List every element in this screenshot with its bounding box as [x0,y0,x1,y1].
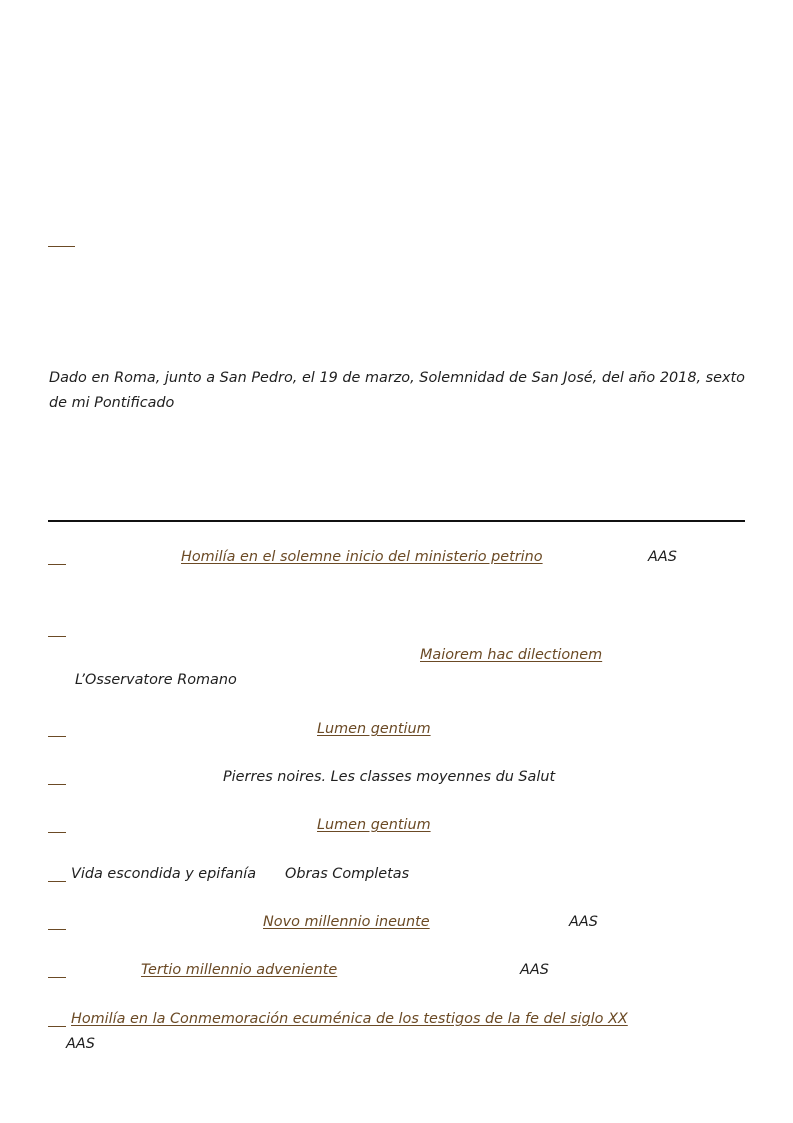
footnote-8-source: AAS [520,962,549,978]
footnote-9-title-link[interactable]: Homilía en la Conmemoración ecuménica de los testigos de la fe del siglo XX [71,1011,628,1027]
footnote-8-title-link[interactable]: Tertio millennio adveniente [141,962,338,978]
footnote-6-title: Vida escondida y epifanía [71,866,257,882]
closing-date-text: Dado en Roma, junto a San Pedro, el 19 de marzo, Solemnidad de San José, del año 2018, sexto de mi Pontificado [49,370,745,412]
footnote-5-title-link[interactable]: Lumen gentium [317,817,431,833]
footnote-2-source: L’Osservatore Romano [75,672,237,688]
footnote-back-link-5[interactable] [48,832,66,833]
footnote-back-link-6[interactable] [48,881,66,882]
footnote-back-link-8[interactable] [48,977,66,978]
footnote-back-link-1[interactable] [48,564,66,565]
footnote-3-title-link[interactable]: Lumen gentium [317,721,431,737]
footnote-back-link-2[interactable] [48,636,66,637]
footnote-6-source: Obras Completas [285,866,410,882]
footnote-7-title-link[interactable]: Novo millennio ineunte [263,914,430,930]
footnote-reference-link[interactable] [48,246,75,247]
footnote-9-source: AAS [66,1036,95,1052]
footnote-1-source: AAS [648,549,677,565]
footnote-back-link-3[interactable] [48,736,66,737]
footnote-2-title-link[interactable]: Maiorem hac dilectionem [420,647,603,663]
footnote-back-link-4[interactable] [48,784,66,785]
footnote-back-link-7[interactable] [48,929,66,930]
footnote-7-source: AAS [569,914,598,930]
footnote-4-title: Pierres noires. Les classes moyennes du Salut [223,769,556,785]
footnote-1-title-link[interactable]: Homilía en el solemne inicio del ministerio petrino [181,549,543,565]
footnote-back-link-9[interactable] [48,1026,66,1027]
footnote-separator [48,520,745,522]
